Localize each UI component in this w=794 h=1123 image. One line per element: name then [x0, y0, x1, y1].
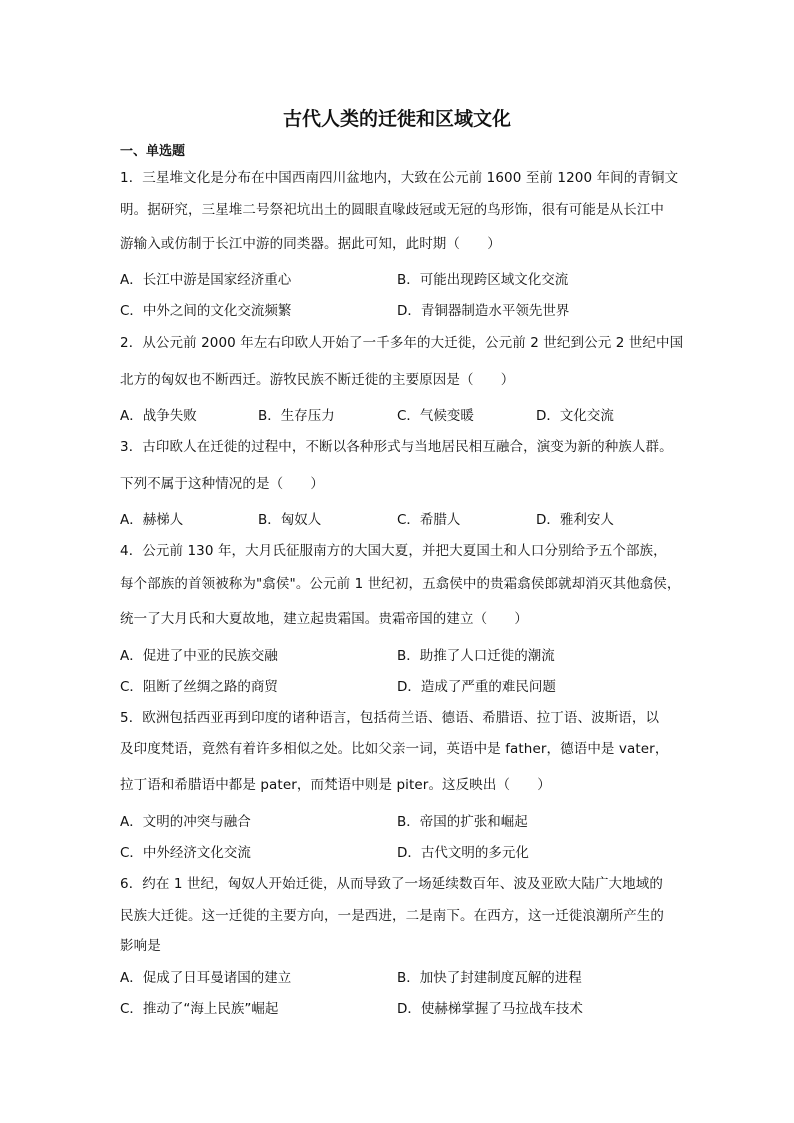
- q2-option-c[interactable]: C．气候变暖: [397, 408, 474, 424]
- section-heading: 一、单选题: [120, 144, 186, 159]
- q1-option-c[interactable]: C．中外之间的文化交流频繁: [120, 303, 292, 319]
- q6-line-2: 民族大迁徙。这一迁徙的主要方向，一是西进，二是南下。在西方，这一迁徙浪潮所产生的: [120, 908, 664, 924]
- q3-option-a[interactable]: A．赫梯人: [120, 512, 184, 528]
- q6-line-1: 6．约在 1 世纪，匈奴人开始迁徙，从而导致了一场延续数百年、波及亚欧大陆广大地域的: [120, 876, 663, 892]
- q5-line-3: 拉丁语和希腊语中都是 pater，而梵语中则是 piter。这反映出（ ）: [120, 777, 551, 793]
- q2-line-2: 北方的匈奴也不断西迁。游牧民族不断迁徙的主要原因是（ ）: [120, 372, 515, 388]
- q3-option-c[interactable]: C．希腊人: [397, 512, 461, 528]
- q4-option-d[interactable]: D．造成了严重的难民问题: [397, 679, 556, 695]
- q4-line-2: 每个部族的首领被称为"翕侯"。公元前 1 世纪初，五翕侯中的贵霜翕侯郎就却消灭其他翕侯，: [120, 576, 681, 592]
- q1-option-d[interactable]: D．青铜器制造水平领先世界: [397, 303, 570, 319]
- q4-option-b[interactable]: B．助推了人口迁徙的潮流: [397, 648, 555, 664]
- q1-line-2: 明。据研究，三星堆二号祭祀坑出土的圆眼直喙歧冠或无冠的鸟形饰，很有可能是从长江中: [120, 202, 664, 218]
- q4-line-1: 4．公元前 130 年，大月氏征服南方的大国大夏，并把大夏国土和人口分别给予五个部族，: [120, 543, 667, 559]
- q1-line-1: 1．三星堆文化是分布在中国西南四川盆地内，大致在公元前 1600 至前 1200 年间的青铜文: [120, 170, 679, 186]
- q1-option-b[interactable]: B．可能出现跨区域文化交流: [397, 272, 569, 288]
- q1-line-3: 游输入或仿制于长江中游的同类器。据此可知，此时期（ ）: [120, 236, 501, 252]
- q6-option-d[interactable]: D．使赫梯掌握了马拉战车技术: [397, 1001, 583, 1017]
- page-title: 古代人类的迁徙和区域文化: [282, 108, 511, 130]
- q2-option-a[interactable]: A．战争失败: [120, 408, 197, 424]
- q6-option-b[interactable]: B．加快了封建制度瓦解的进程: [397, 970, 582, 986]
- q2-line-1: 2．从公元前 2000 年左右印欧人开始了一千多年的大迁徙，公元前 2 世纪到公元 2 世纪中国: [120, 335, 684, 351]
- q4-option-a[interactable]: A．促进了中亚的民族交融: [120, 648, 278, 664]
- q6-option-c[interactable]: C．推动了“海上民族”崛起: [120, 1001, 279, 1017]
- q5-option-b[interactable]: B．帝国的扩张和崛起: [397, 814, 528, 830]
- q4-option-c[interactable]: C．阻断了丝绸之路的商贸: [120, 679, 278, 695]
- q1-option-a[interactable]: A．长江中游是国家经济重心: [120, 272, 292, 288]
- q3-option-b[interactable]: B．匈奴人: [258, 512, 322, 528]
- q5-option-c[interactable]: C．中外经济文化交流: [120, 845, 251, 861]
- q4-line-3: 统一了大月氏和大夏故地，建立起贵霜国。贵霜帝国的建立（ ）: [120, 611, 528, 627]
- q6-option-a[interactable]: A．促成了日耳曼诸国的建立: [120, 970, 292, 986]
- q3-line-2: 下列不属于这种情况的是（ ）: [120, 476, 324, 492]
- q3-option-d[interactable]: D．雅利安人: [536, 512, 614, 528]
- q5-line-2: 及印度梵语，竟然有着许多相似之处。比如父亲一词，英语中是 father，德语中是 vater，: [120, 741, 669, 757]
- q6-line-3: 影响是: [120, 938, 161, 954]
- q2-option-b[interactable]: B．生存压力: [258, 408, 335, 424]
- q3-line-1: 3．古印欧人在迁徙的过程中，不断以各种形式与当地居民相互融合，演变为新的种族人群。: [120, 439, 673, 455]
- q2-option-d[interactable]: D．文化交流: [536, 408, 614, 424]
- q5-line-1: 5．欧洲包括西亚再到印度的诸种语言，包括荷兰语、德语、希腊语、拉丁语、波斯语，以: [120, 710, 660, 726]
- q5-option-a[interactable]: A．文明的冲突与融合: [120, 814, 251, 830]
- q5-option-d[interactable]: D．古代文明的多元化: [397, 845, 529, 861]
